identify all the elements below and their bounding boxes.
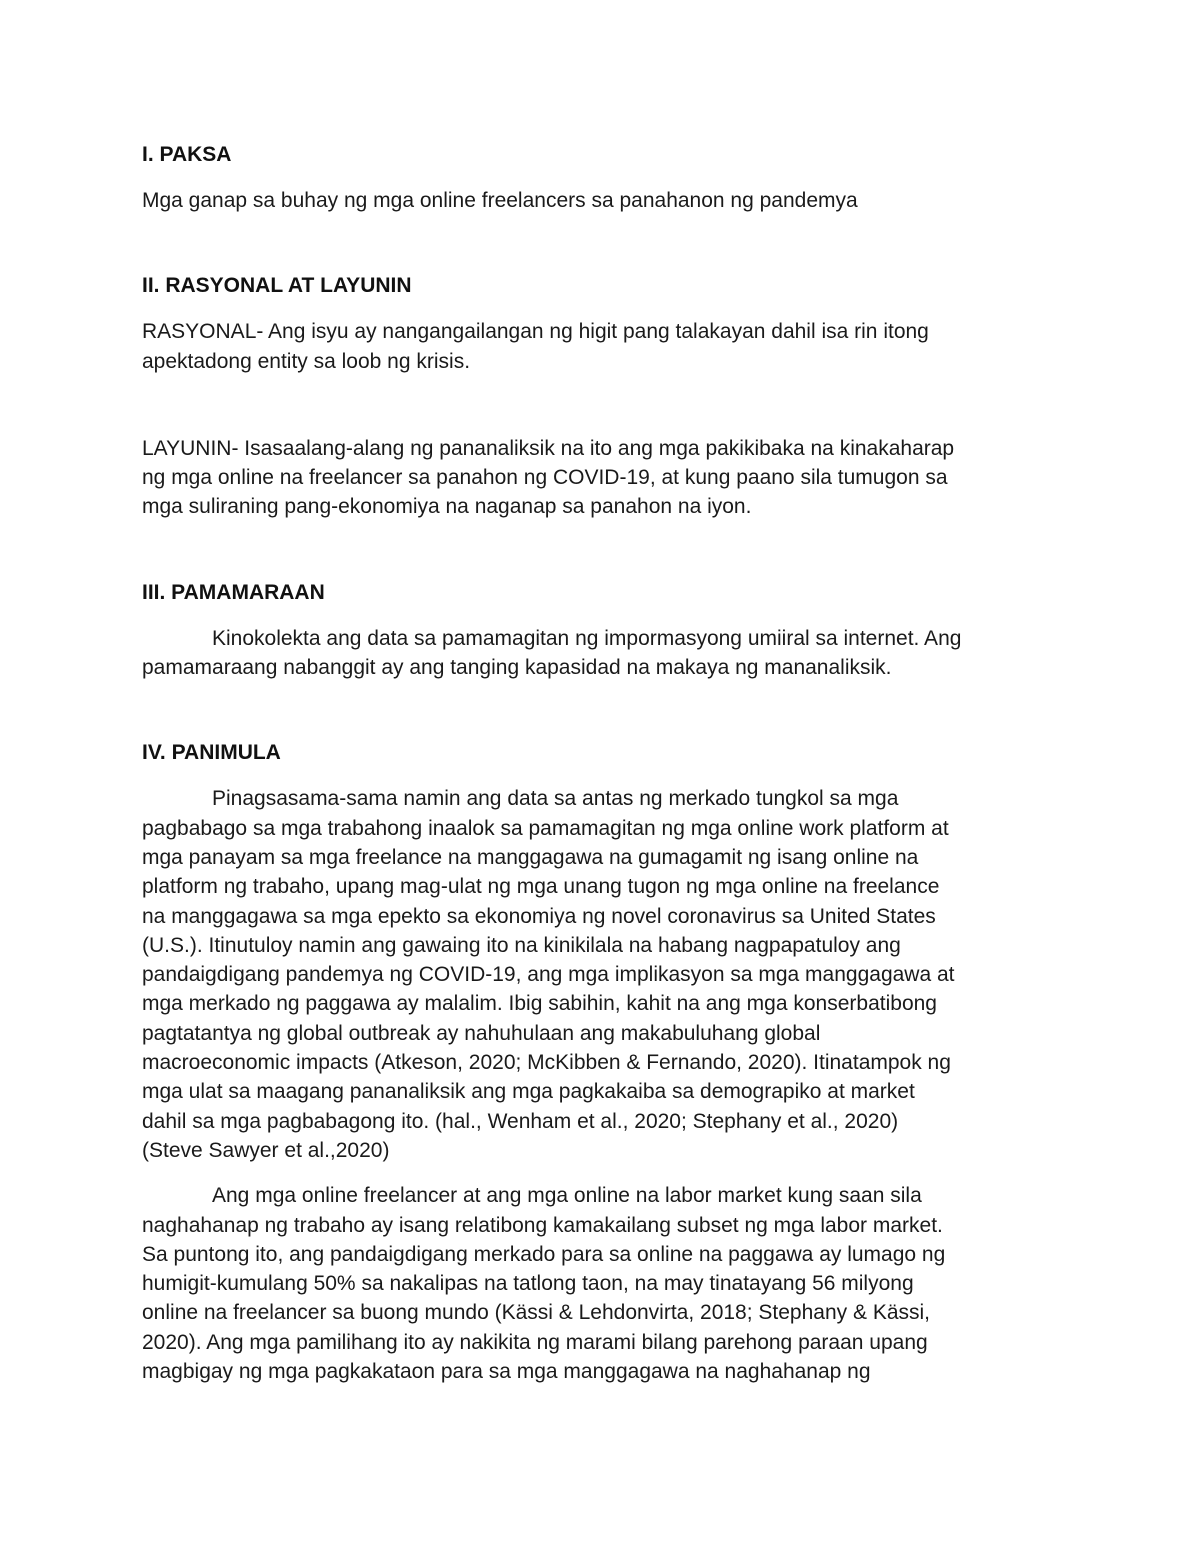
paragraph-line: apektadong entity sa loob ng krisis.	[142, 349, 471, 373]
paragraph-line: LAYUNIN- Isasaalang-alang ng pananaliksik na ito ang mga pakikibaka na kinakaharap	[142, 436, 955, 460]
paragraph-line: Kinokolekta ang data sa pamamagitan ng impormasyong umiiral sa internet. Ang	[212, 626, 962, 650]
paragraph-line: humigit-kumulang 50% sa nakalipas na tatlong taon, na may tinatayang 56 milyong	[142, 1272, 914, 1296]
paragraph-line: naghahanap ng trabaho ay isang relatibong kamakailang subset ng mga labor market.	[142, 1213, 943, 1237]
paragraph-line: dahil sa mga pagbabagong ito. (hal., Wenham et al., 2020; Stephany et al., 2020)	[142, 1109, 899, 1133]
paragraph-line: ng mga online na freelancer sa panahon ng COVID-19, at kung paano sila tumugon sa	[142, 466, 948, 490]
document-page	[142, 140, 1072, 1386]
section-heading-rasyonal-layunin: II. RASYONAL AT LAYUNIN	[142, 274, 412, 298]
section-heading-panimula: IV. PANIMULA	[142, 741, 281, 765]
paragraph-line: pagbabago sa mga trabahong inaalok sa pamamagitan ng mga online work platform at	[142, 816, 949, 840]
panimula-paragraph-2	[142, 1181, 1072, 1386]
paragraph-line: mga panayam sa mga freelance na manggagawa na gumagamit ng isang online na	[142, 845, 919, 869]
paragraph-line: Ang mga online freelancer at ang mga online na labor market kung saan sila	[212, 1184, 922, 1208]
paragraph-line: 2020). Ang mga pamilihang ito ay nakikita ng marami bilang parehong paraan upang	[142, 1330, 928, 1354]
paksa-paragraph	[142, 186, 1072, 215]
paragraph-line: Pinagsasama-sama namin ang data sa antas ng merkado tungkol sa mga	[212, 787, 899, 811]
section-heading-pamamaraan: III. PAMAMARAAN	[142, 580, 325, 604]
paragraph-line: online na freelancer sa buong mundo (Kässi & Lehdonvirta, 2018; Stephany & Kässi,	[142, 1301, 931, 1325]
paragraph-line: (U.S.). Itinutuloy namin ang gawaing ito na kinikilala na habang nagpapatuloy ang	[142, 933, 901, 957]
paragraph-line: Sa puntong ito, ang pandaigdigang merkado para sa online na paggawa ay lumago ng	[142, 1242, 946, 1266]
section-heading-paksa: I. PAKSA	[142, 143, 232, 166]
paragraph-line: mga suliraning pang-ekonomiya na naganap sa panahon na iyon.	[142, 495, 752, 519]
paragraph-line: Mga ganap sa buhay ng mga online freelancers sa panahanon ng pandemya	[142, 189, 858, 212]
layunin-paragraph	[142, 434, 1072, 522]
paragraph-line: pamamaraang nabanggit ay ang tanging kapasidad na makaya ng mananaliksik.	[142, 656, 892, 680]
paragraph-line: macroeconomic impacts (Atkeson, 2020; McKibben & Fernando, 2020). Itinatampok ng	[142, 1051, 951, 1075]
pamamaraan-paragraph	[142, 624, 1072, 683]
paragraph-line: mga merkado ng paggawa ay malalim. Ibig sabihin, kahit na ang mga konserbatibong	[142, 992, 937, 1016]
paragraph-line: pandaigdigang pandemya ng COVID-19, ang mga implikasyon sa mga manggagawa at	[142, 963, 955, 987]
rasyonal-paragraph	[142, 317, 1072, 376]
paragraph-line: magbigay ng mga pagkakataon para sa mga manggagawa na naghahanap ng	[142, 1360, 871, 1384]
panimula-paragraph-1	[142, 784, 1072, 1165]
paragraph-line: mga ulat sa maagang pananaliksik ang mga pagkakaiba sa demograpiko at market	[142, 1080, 915, 1104]
paragraph-line: RASYONAL- Ang isyu ay nangangailangan ng higit pang talakayan dahil isa rin itong	[142, 320, 929, 344]
paragraph-line: (Steve Sawyer et al.,2020)	[142, 1138, 390, 1162]
paragraph-line: na manggagawa sa mga epekto sa ekonomiya ng novel coronavirus sa United States	[142, 904, 936, 928]
paragraph-line: pagtatantya ng global outbreak ay nahuhulaan ang makabuluhang global	[142, 1021, 821, 1045]
paragraph-line: platform ng trabaho, upang mag-ulat ng mga unang tugon ng mga online na freelance	[142, 875, 940, 899]
